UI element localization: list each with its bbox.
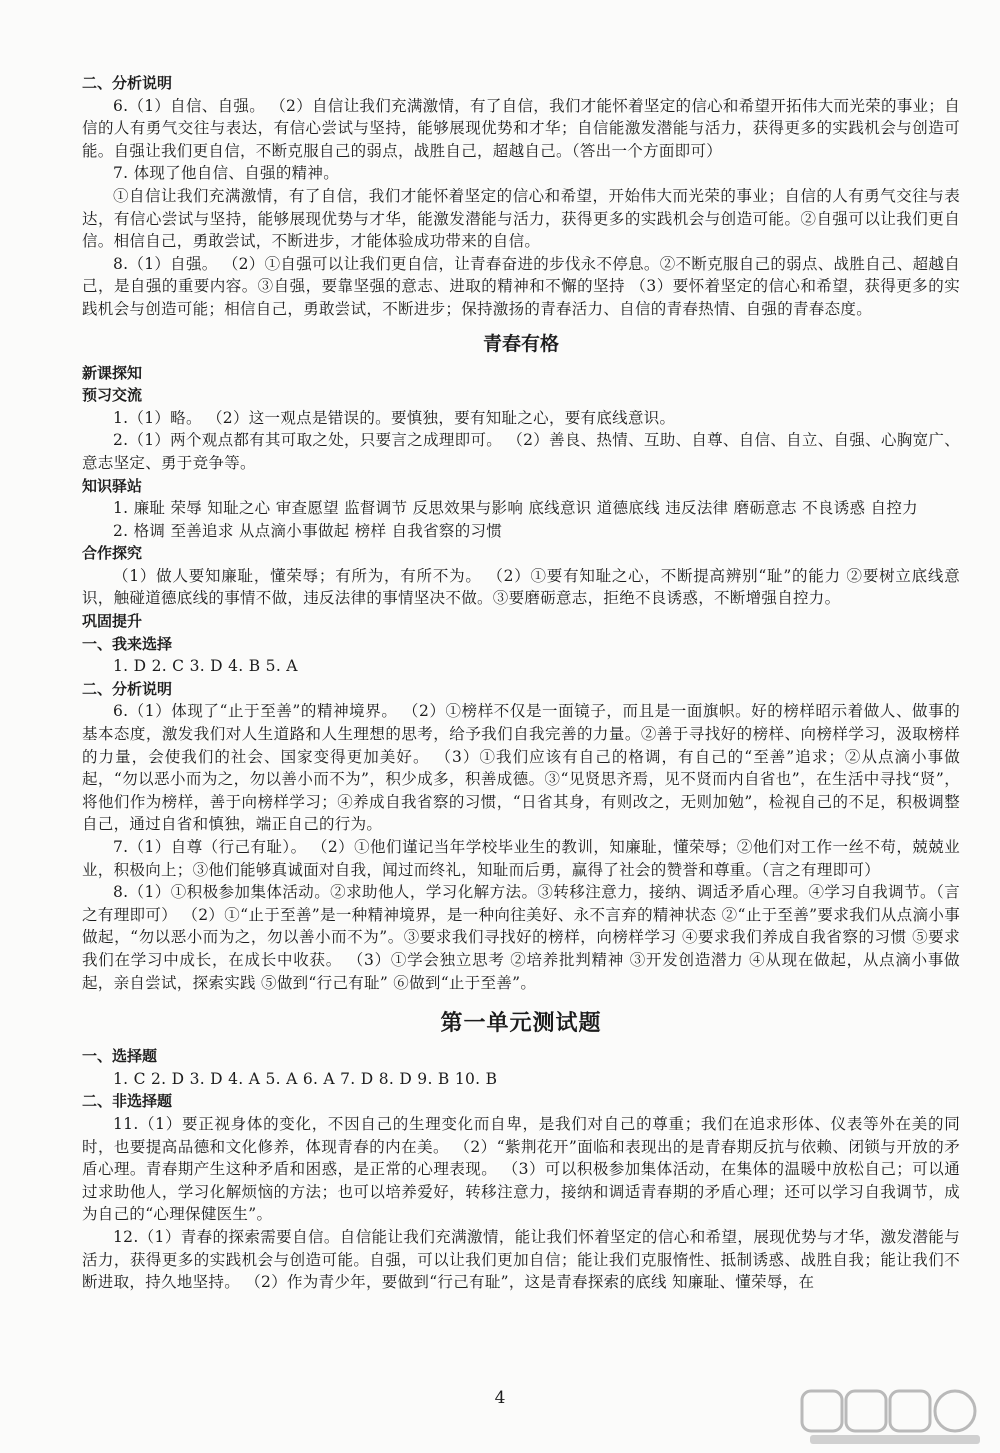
section-heading: 二、非选择题 [82, 1092, 173, 1111]
answer-paragraph: 2. 格调 至善追求 从点滴小事做起 榜样 自我省察的习惯 [113, 521, 503, 540]
answer-paragraph: 1. C 2. D 3. D 4. A 5. A 6. A 7. D 8. D 9. B 10. B [113, 1069, 498, 1088]
chapter-title: 青春有格 [482, 332, 559, 355]
section-heading: 二、分析说明 [82, 74, 173, 92]
answer-paragraph: （1）做人要知廉耻，懂荣辱；有所为，有所不为。 （2）①要有知耻之心，不断提高辨别“耻”的能力 ②要树立底线意识，触碰道德底线的事情不做，违反法律的事情坚决不做。③要磨砺意志，拒绝不良诱惑，不断增强自控力。 [82, 566, 960, 608]
section-heading: 新课探知 [82, 363, 143, 382]
answer-paragraph: 8.（1）自强。 （2）①自强可以让我们更自信，让青春奋进的步伐永不停息。②不断克服自己的弱点、战胜自己、超越自己，是自强的重要内容。③自强，要靠坚强的意志、进取的精神和不懈的坚持 （3）要怀着坚定的信心和希望，获得更多的实践机会与创造可能；相信自己，勇敢尝试，不断进步；保持激扬的青春活力、自信的青春热情、自强的青春态度。 [82, 254, 960, 318]
answer-paragraph: 1.（1）略。 （2）这一观点是错误的。要慎独，要有知耻之心，要有底线意识。 [113, 408, 676, 427]
section-heading: 合作探究 [82, 544, 143, 563]
section-heading: 一、我来选择 [82, 634, 173, 653]
site-watermark-logo [800, 1385, 986, 1447]
section-heading: 二、分析说明 [82, 679, 173, 698]
page-number: 4 [494, 1388, 506, 1408]
answer-paragraph: ①自信让我们充满激情，有了自信，我们才能怀着坚定的信心和希望，开始伟大而光荣的事业；自信的人有勇气交往与表达，有信心尝试与坚持，能够展现优势与才华，能激发潜能与活力，获得更多的实践机会与创造可能。②自强可以让我们更自信。相信自己，勇敢尝试，不断进步，才能体验成功带来的自信。 [82, 186, 960, 251]
section-heading: 一、选择题 [82, 1047, 158, 1066]
answer-paragraph: 1. D 2. C 3. D 4. B 5. A [113, 657, 298, 676]
answer-paragraph: 2.（1）两个观点都有其可取之处，只要言之成理即可。 （2）善良、热情、互助、自尊、自信、自立、自强、心胸宽广、意志坚定、勇于竞争等。 [82, 431, 960, 472]
answer-paragraph: 12.（1）青春的探索需要自信。自信能让我们充满激情，能让我们怀着坚定的信心和希望，展现优势与才华，激发潜能与活力，获得更多的实践机会与创造可能。自强，可以让我们更加自信；能让我们克服惰性、抵制诱惑、战胜自我；能让我们不断进取，持久地坚持。 （2）作为青少年，要做到“行己有耻”，这是青春探索的底线 知廉耻、懂荣辱，在 [82, 1227, 960, 1292]
answer-paragraph: 7. 体现了他自信、自强的精神。 [113, 164, 340, 183]
answer-paragraph: 11.（1）要正视身体的变化，不因自己的生理变化而自卑，是我们对自己的尊重；我们在追求形体、仪表等外在美的同时，也要提高品德和文化修养，体现青春的内在美。 （2）“紫荆花开”面临和表现出的是青春期反抗与依赖、闭锁与开放的矛盾心理。青春期产生这种矛盾和困惑，是正常的心理表现。 （3）可以积极参加集体活动，在集体的温暖中放松自己；可以通过求助他人，学习化解烦恼的方法；也可以培养爱好，转移注意力，接纳和调适青春期的矛盾心理；还可以学习自我调节，成为自己的“心理保健医生”。 [82, 1114, 960, 1224]
section-heading: 预习交流 [82, 386, 143, 405]
answer-paragraph: 6.（1）体现了“止于至善”的精神境界。 （2）①榜样不仅是一面镜子，而且是一面旗帜。好的榜样昭示着做人、做事的基本态度，激发我们对人生道路和人生理想的思考，给予我们自我完善的力量。②善于寻找好的榜样、向榜样学习，汲取榜样的力量，会使我们的社会、国家变得更加美好。 （3）①我们应该有自己的格调，有自己的“至善”追求；②从点滴小事做起，“勿以恶小而为之，勿以善小而不为”，积少成多，积善成德。③“见贤思齐焉，见不贤而内自省也”，在生活中寻找“贤”，将他们作为榜样，善于向榜样学习；④养成自我省察的习惯，“日省其身，有则改之，无则加勉”，检视自己的不足，积极调整自己，通过自省和慎独，端正自己的行为。 [82, 702, 960, 834]
section-heading: 知识驿站 [82, 476, 143, 495]
answer-paragraph: 7.（1）自尊（行己有耻）。 （2）①他们谨记当年学校毕业生的教训，知廉耻，懂荣辱；②他们对工作一丝不苟，兢兢业业，积极向上；③他们能够真诚面对自我，闻过而终礼，知耻而后勇，赢得了社会的赞誉和尊重。（言之有理即可） [82, 838, 960, 879]
section-heading: 巩固提升 [82, 612, 143, 631]
answer-paragraph: 6.（1）自信、自强。 （2）自信让我们充满激情，有了自信，我们才能怀着坚定的信心和希望开拓伟大而光荣的事业；自信的人有勇气交往与表达，有信心尝试与坚持，能够展现优势和才华；自信能激发潜能与活力，获得更多的实践机会与创造可能。自强让我们更自信，不断克服自己的弱点，战胜自己，超越自己。（答出一个方面即可） [82, 96, 960, 160]
answer-paragraph: 8.（1）①积极参加集体活动。②求助他人，学习化解方法。③转移注意力，接纳、调适矛盾心理。④学习自我调节。（言之有理即可） （2）①“止于至善”是一种精神境界，是一种向往美好、永不言弃的精神状态 ②“止于至善”要求我们从点滴小事做起，“勿以恶小而为之，勿以善小而不为”。③要求我们寻找好的榜样，向榜样学习 ④要求我们养成自我省察的习惯 ⑤要求我们在学习中成长，在成长中收获。 （3）①学会独立思考 ②培养批判精神 ③开发创造潜力 ④从现在做起，从点滴小事做起，亲自尝试，探索实践 ⑤做到“行己有耻” ⑥做到“止于至善”。 [82, 883, 960, 992]
answer-page [82, 72, 960, 1294]
answer-paragraph: 1. 廉耻 荣辱 知耻之心 审查愿望 监督调节 反思效果与影响 底线意识 道德底线 违反法律 磨砺意志 不良诱惑 自控力 [113, 499, 918, 518]
unit-test-title: 第一单元测试题 [440, 1011, 602, 1037]
